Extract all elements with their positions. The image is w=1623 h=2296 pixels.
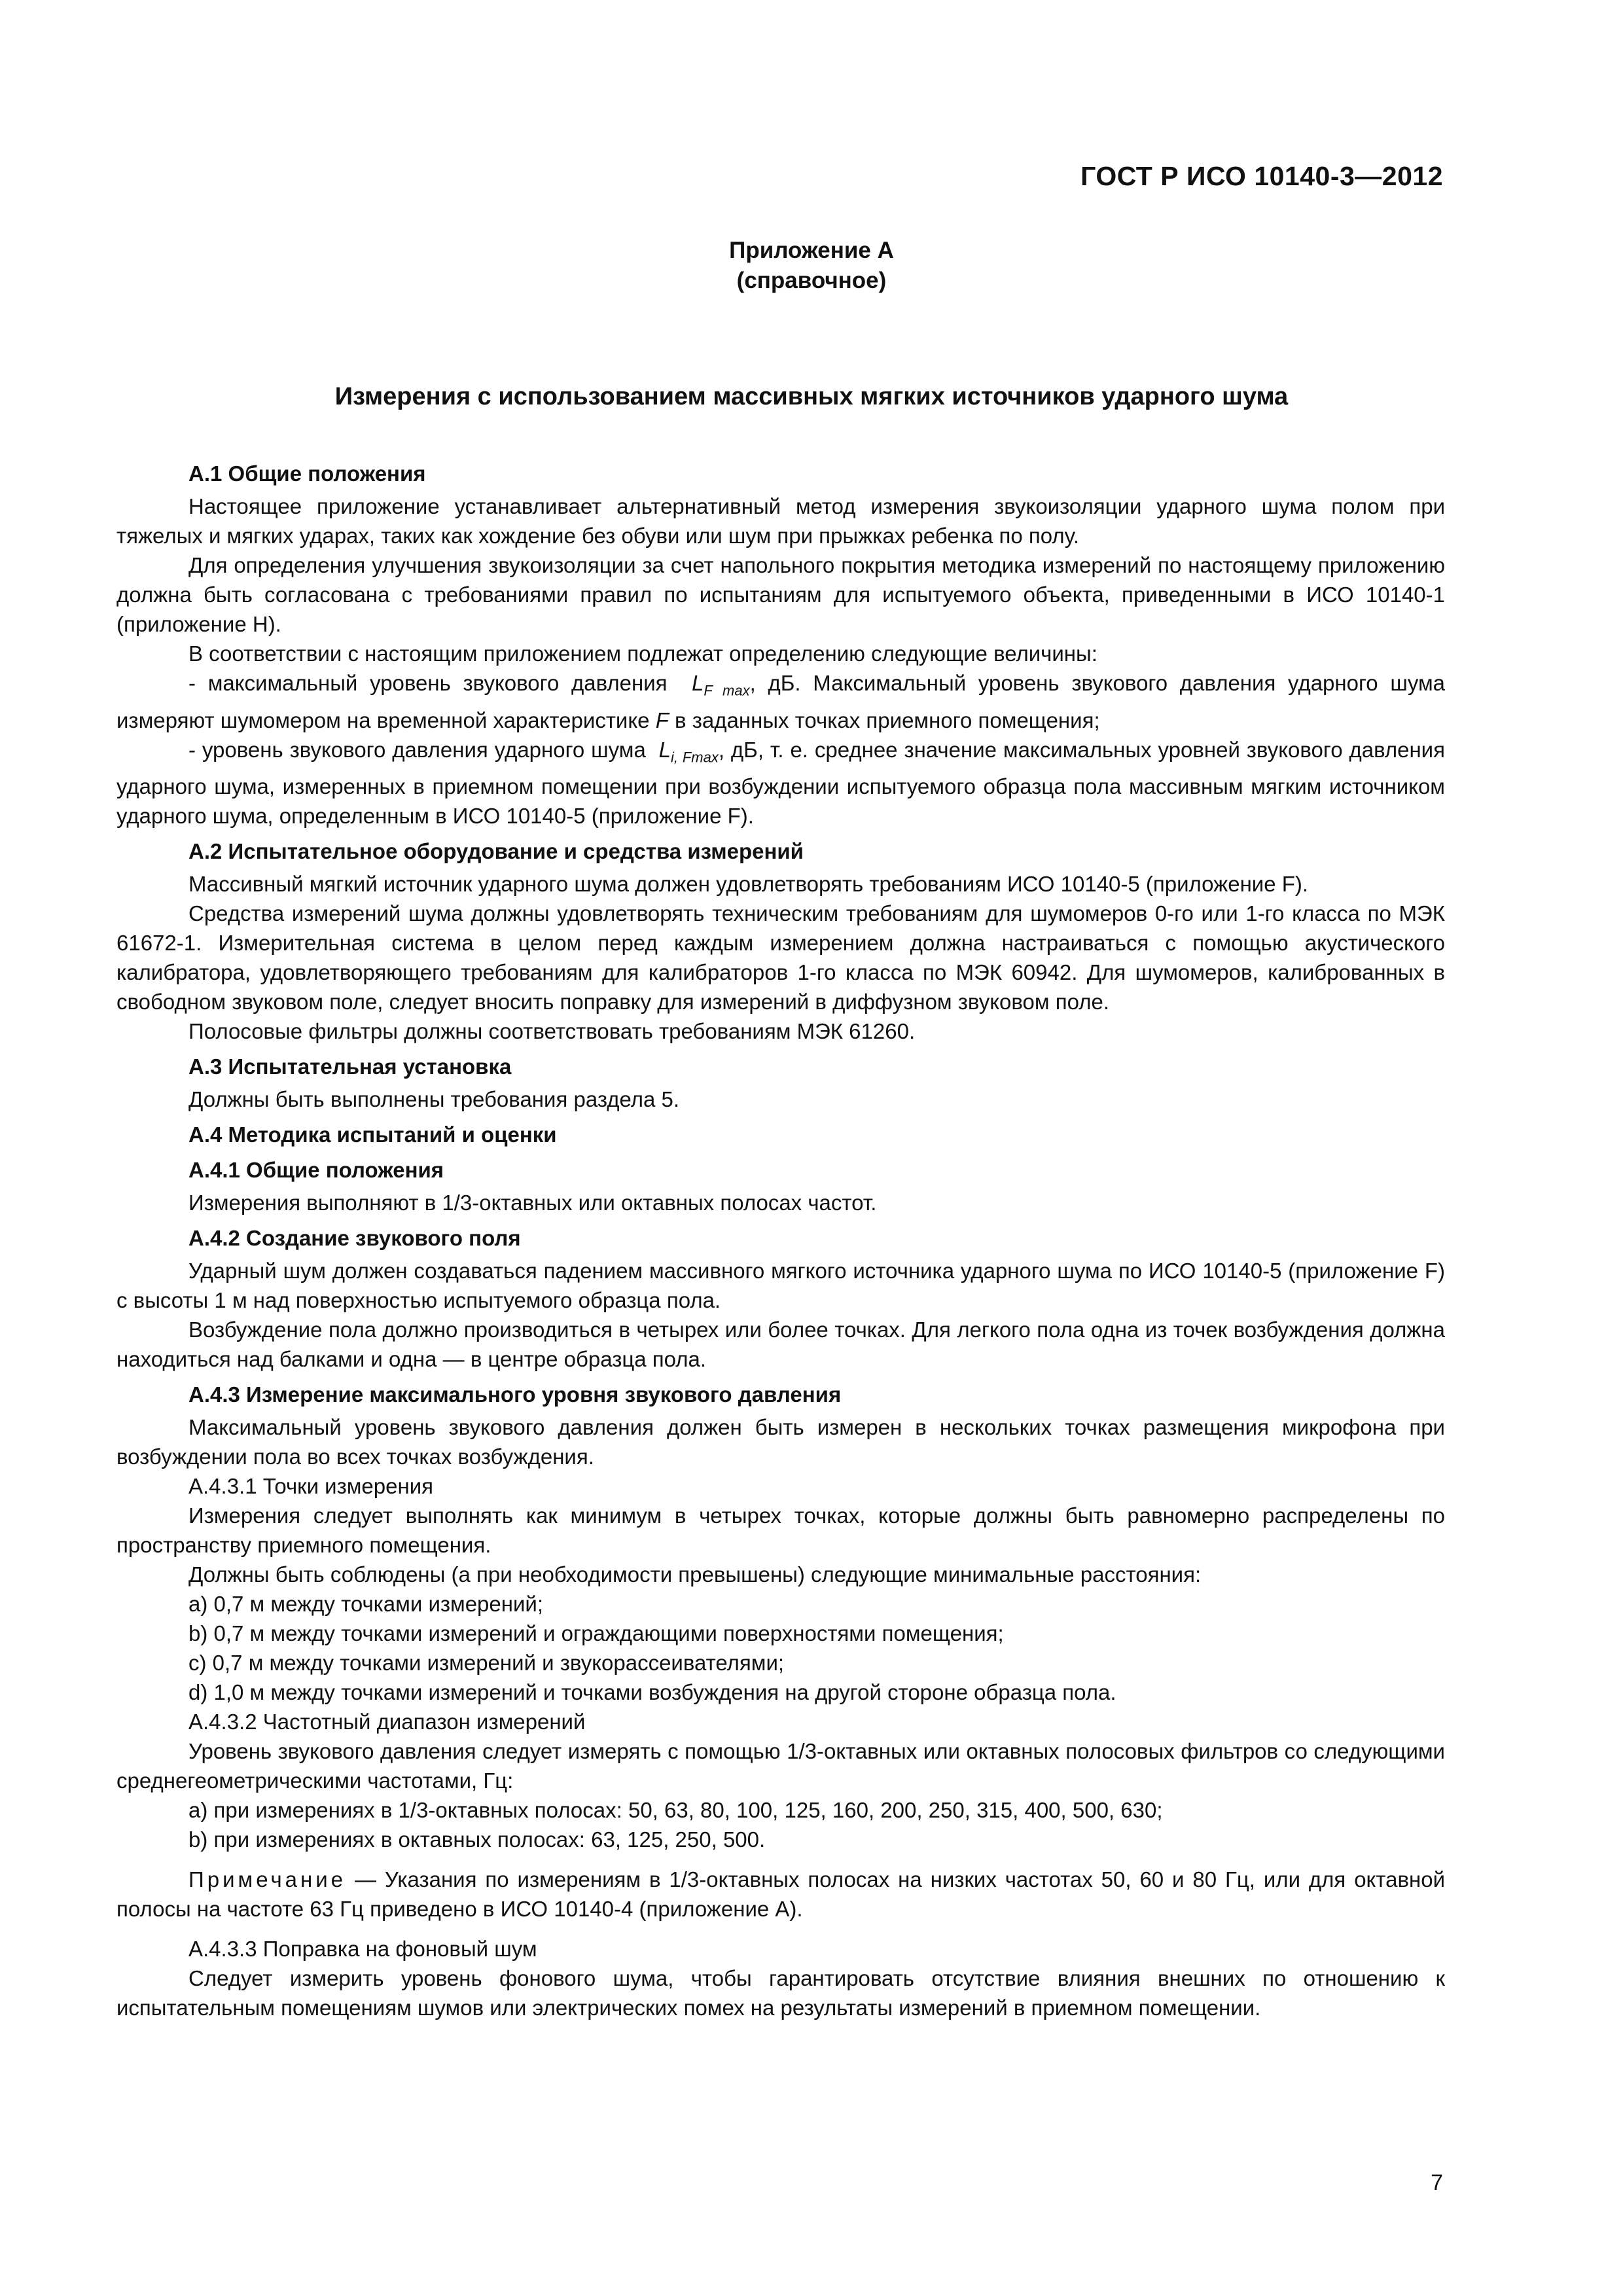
symbol-f: F (655, 708, 669, 732)
section-a41-heading: А.4.1 Общие положения (188, 1158, 444, 1183)
page-number: 7 (1431, 2170, 1443, 2195)
list-item: a) 0,7 м между точками измерений; (188, 1592, 544, 1617)
list-item: d) 1,0 м между точками измерений и точками возбуждения на другой стороне образца пола. (188, 1680, 1116, 1705)
symbol-lifmax: $L_{i, Fmax}$ (658, 737, 719, 766)
list-item: b) при измерениях в октавных полосах: 63, 125, 250, 500. (188, 1827, 766, 1852)
annex-status: (справочное) (736, 268, 887, 293)
list-item: c) 0,7 м между точками измерений и звукорассеивателями; (188, 1651, 785, 1676)
paragraph: Следует измерить уровень фонового шума, чтобы гарантировать отсутствие влияния внешних по отношению к испытательным помещениям шумов или электрических помех на результаты измерений в приемном помещении. (116, 1966, 1445, 2020)
text: в заданных точках приемного помещения; (675, 708, 1100, 732)
section-a1-heading: А.1 Общие положения (188, 461, 426, 486)
text: , дБ, т. е. среднее значение максимальных уровней звукового давления ударного шума, измеренных в приемном помещении при возбуждении испытуемого образца пола массивным мягким источником ударного шума, определенным в ИСО 10140-5 (приложение F). (116, 737, 1445, 829)
paragraph: Полосовые фильтры должны соответствовать требованиям МЭК 61260. (188, 1019, 916, 1044)
annex-label: Приложение А (729, 238, 894, 263)
paragraph: Для определения улучшения звукоизоляции за счет напольного покрытия методика измерений по настоящему приложению должна быть согласована с требованиями правил по испытаниям для испытуемого объекта, приведенными в ИСО 10140-1 (приложение Н). (116, 553, 1445, 636)
annex-title: Измерения с использованием массивных мягких источников ударного шума (334, 383, 1289, 410)
paragraph: Возбуждение пола должно производиться в четырех или более точках. Для легкого пола одна из точек возбуждения должна находиться над балками и одна — в центре образца пола. (116, 1318, 1445, 1372)
paragraph: Максимальный уровень звукового давления должен быть измерен в нескольких точках размещения микрофона при возбуждении пола во всех точках возбуждения. (116, 1415, 1445, 1469)
note-text: — Указания по измерениям в 1/3-октавных полосах на низких частотах 50, 60 и 80 Гц, или для октавной полосы на частоте 63 Гц приведено в ИСО 10140-4 (приложение А). (116, 1867, 1446, 1922)
paragraph: В соответствии с настоящим приложением подлежат определению следующие величины: (188, 641, 1097, 666)
section-a433-heading: А.4.3.3 Поправка на фоновый шум (188, 1937, 537, 1962)
section-a431-heading: А.4.3.1 Точки измерения (188, 1474, 434, 1499)
paragraph: Измерения выполняют в 1/3-октавных или октавных полосах частот. (188, 1191, 877, 1215)
document-body (116, 453, 1445, 2022)
list-item: b) 0,7 м между точками измерений и ограждающими поверхностями помещения; (188, 1621, 1004, 1646)
paragraph: Настоящее приложение устанавливает альтернативный метод измерения звукоизоляции ударного шума полом при тяжелых и мягких ударах, таких как хождение без обуви или шум при прыжках ребенка по полу. (116, 494, 1445, 548)
paragraph: Должны быть соблюдены (а при необходимости превышены) следующие минимальные расстояния: (188, 1562, 1202, 1587)
paragraph: Уровень звукового давления следует измерять с помощью 1/3-октавных или октавных полосовых фильтров со следующими среднегеометрическими частотами, Гц: (116, 1739, 1445, 1793)
note-label: Примечание (188, 1867, 347, 1892)
note (116, 1865, 1445, 1924)
paragraph: Должны быть выполнены требования раздела 5. (188, 1087, 680, 1112)
section-a432-heading: А.4.3.2 Частотный диапазон измерений (188, 1710, 586, 1734)
symbol-lfmax: $L_{F max}$ (692, 671, 750, 699)
section-a2-heading: А.2 Испытательное оборудование и средства измерений (188, 839, 804, 864)
section-a42-heading: А.4.2 Создание звукового поля (188, 1226, 521, 1251)
text: - уровень звукового давления ударного шума (188, 737, 646, 762)
text: , дБ. Максимальный уровень звукового давления ударного шума измеряют шумомером на временной характеристике (116, 671, 1446, 732)
section-a3-heading: А.3 Испытательная установка (188, 1054, 512, 1079)
list-item: a) при измерениях в 1/3-октавных полосах: 50, 63, 80, 100, 125, 160, 200, 250, 315, 400, 500, 630; (188, 1798, 1163, 1823)
paragraph: Средства измерений шума должны удовлетворять техническим требованиям для шумомеров 0-го или 1-го класса по МЭК 61672-1. Измерительная система в целом перед каждым измерением должна настраиваться с помощью акустического калибратора, удовлетворяющего требованиям для калибраторов 1-го класса по МЭК 60942. Для шумомеров, калиброванных в свободном звуковом поле, следует вносить поправку для измерений в диффузном звуковом поле. (116, 901, 1445, 1014)
section-a43-heading: А.4.3 Измерение максимального уровня звукового давления (188, 1382, 842, 1407)
section-a4-heading: А.4 Методика испытаний и оценки (188, 1122, 557, 1147)
standard-code: ГОСТ Р ИСО 10140-3—2012 (1080, 161, 1443, 191)
list-item-lfmax (116, 668, 1445, 735)
paragraph: Ударный шум должен создаваться падением массивного мягкого источника ударного шума по ИСО 10140-5 (приложение F) с высоты 1 м над поверхностью испытуемого образца пола. (116, 1259, 1445, 1313)
list-item-lifmax (116, 735, 1445, 831)
text: - максимальный уровень звукового давления (188, 671, 668, 695)
paragraph: Массивный мягкий источник ударного шума должен удовлетворять требованиям ИСО 10140-5 (приложение F). (188, 872, 1309, 897)
paragraph: Измерения следует выполнять как минимум в четырех точках, которые должны быть равномерно распределены по пространству приемного помещения. (116, 1503, 1445, 1558)
annex-heading (0, 236, 1623, 296)
